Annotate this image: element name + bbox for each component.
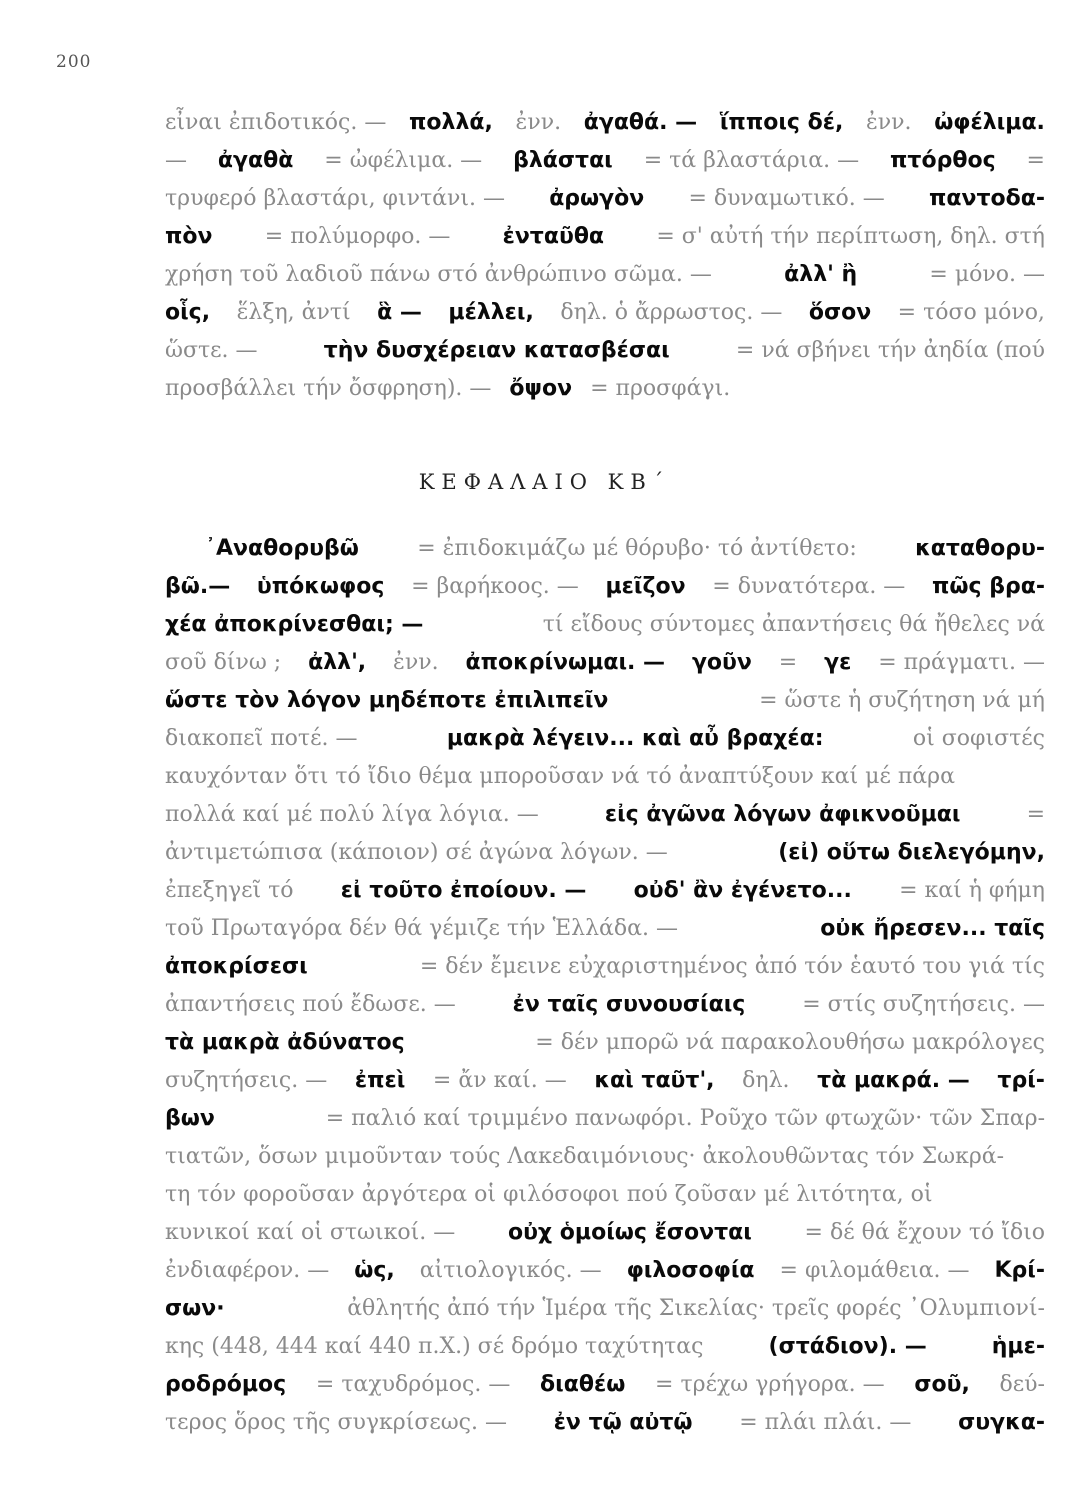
gloss-text: τοῦ Πρωταγόρα δέν θά γέμιζε τήν Ἑλλάδα. — [165, 916, 678, 941]
gloss-text: = δέν ἔμεινε εὐχαριστημένος ἀπό τόν ἑαυτό του γιά τίς [419, 954, 1045, 979]
headword: μεῖζον [605, 574, 686, 599]
headword: γοῦν [691, 650, 752, 675]
gloss-text: = τόσο μόνο, [897, 300, 1045, 325]
headword: ὥστε τὸν λόγον μηδέποτε ἐπιλιπεῖν [165, 688, 609, 713]
text-line [165, 1366, 1045, 1404]
gloss-text: ἀθλητής ἀπό τήν Ἱμέρα τῆς Σικελίας· τρεῖς φορές ᾿Ολυμπιονί- [347, 1296, 1045, 1321]
text-line [165, 1252, 1045, 1290]
gloss-text: ἐνν. [393, 650, 439, 675]
gloss-text: κης (448, 444 καί 440 π.Χ.) σέ δρόμο ταχύτητας [165, 1334, 704, 1359]
gloss-text: = νά σβήνει τήν ἀηδία (πού [735, 338, 1045, 363]
gloss-text: ἀπαντήσεις πού ἔδωσε. — [165, 992, 456, 1017]
text-line [165, 644, 1045, 682]
gloss-text: = δυνατότερα. — [712, 574, 906, 599]
text-line [165, 370, 1045, 408]
headword: (εἰ) οὕτω διελεγόμην, [778, 840, 1045, 865]
headword: βῶ.— [165, 574, 231, 599]
gloss-text: συζητήσεις. — [165, 1068, 328, 1093]
chapter-heading: ΚΕΦΑΛΑΙΟ ΚΒ΄ [418, 470, 671, 494]
text-line [165, 986, 1045, 1024]
headword: ροδρόμος [165, 1372, 287, 1397]
headword: φιλοσοφία [626, 1258, 755, 1283]
gloss-text: = βαρήκοος. — [411, 574, 579, 599]
headword: ἀγαθὰ [217, 148, 294, 173]
gloss-text: τρυφερό βλαστάρι, φιντάνι. — [165, 186, 505, 211]
gloss-text: κυνικοί καί οἱ στωικοί. — [165, 1220, 456, 1245]
headword: τὰ μακρά. — [817, 1068, 970, 1093]
headword: καταθορυ- [915, 536, 1045, 561]
headword: σων· [165, 1296, 225, 1321]
headword: ᾿Αναθορυβῶ [205, 536, 359, 561]
gloss-text: = πλάι πλάι. — [739, 1410, 912, 1435]
headword: ἃ — [377, 300, 422, 325]
text-line [165, 1290, 1045, 1328]
headword: πτόρθος [890, 148, 996, 173]
text-line [165, 758, 1045, 796]
text-line [165, 1024, 1045, 1062]
text-line [165, 1176, 1045, 1214]
headword: γε [824, 650, 852, 675]
text-line [165, 872, 1045, 910]
gloss-text: = παλιό καί τριμμένο πανωφόρι. Ροῦχο τῶν φτωχῶν· τῶν Σπαρ- [325, 1106, 1045, 1131]
headword: εἰ τοῦτο ἐποίουν. — [340, 878, 587, 903]
headword: βλάσται [513, 148, 613, 173]
text-line [165, 256, 1045, 294]
gloss-text: — [165, 148, 187, 173]
headword: συγκα- [958, 1410, 1045, 1435]
gloss-text: οἱ σοφιστές [912, 726, 1045, 751]
headword: βων [165, 1106, 215, 1131]
headword: ἀρωγὸν [549, 186, 645, 211]
gloss-text: ἐνδιαφέρον. — [165, 1258, 330, 1283]
headword: σοῦ, [914, 1372, 970, 1397]
headword: ἐπεὶ [354, 1068, 406, 1093]
headword: μακρὰ λέγειν... καὶ αὖ βραχέα: [446, 726, 824, 751]
page-number: 200 [56, 52, 92, 72]
headword: ἀλλ' ἢ [784, 262, 858, 287]
gloss-text: ἕλξη, ἀντί [236, 300, 351, 325]
headword: ὄψον [509, 376, 573, 401]
text-line [165, 1138, 1045, 1176]
gloss-text: ὥστε. — [165, 338, 258, 363]
text-line [165, 1100, 1045, 1138]
gloss-text: δεύ- [999, 1372, 1045, 1397]
headword: ὅσον [808, 300, 872, 325]
gloss-text: = μόνο. — [929, 262, 1045, 287]
gloss-text: προσβάλλει τήν ὄσφρηση). — [165, 376, 492, 401]
headword: παντοδα- [928, 186, 1045, 211]
gloss-text: = πολύμορφο. — [264, 224, 451, 249]
gloss-text: = πράγματι. — [878, 650, 1045, 675]
headword: τὴν δυσχέρειαν κατασβέσαι [323, 338, 670, 363]
gloss-text: = ἐπιδοκιμάζω μέ θόρυβο· τό ἀντίθετο: [417, 536, 857, 561]
headword: οὐδ' ἂν ἐγένετο... [633, 878, 852, 903]
gloss-text: σοῦ δίνω ; [165, 650, 282, 675]
text-line [165, 910, 1045, 948]
headword: πῶς βρα- [932, 574, 1045, 599]
gloss-text: = ὠφέλιμα. — [324, 148, 483, 173]
headword: ἀποκρίσεσι [165, 954, 308, 979]
gloss-text: = φιλομάθεια. — [779, 1258, 970, 1283]
text-line [165, 180, 1045, 218]
gloss-text: = ὥστε ἡ συζήτηση νά μή [759, 688, 1045, 713]
headword: ἀγαθά. — [583, 110, 698, 135]
gloss-text: χρήση τοῦ λαδιοῦ πάνω στό ἀνθρώπινο σῶμα. — [165, 262, 712, 287]
text-line [165, 294, 1045, 332]
gloss-text: ἐνν. [865, 110, 912, 135]
headword: οὐκ ἤρεσεν... ταῖς [820, 916, 1045, 941]
gloss-text: = τρέχω γρήγορα. — [655, 1372, 885, 1397]
gloss-text: τερος ὅρος τῆς συγκρίσεως. — [165, 1410, 507, 1435]
text-line [165, 948, 1045, 986]
headword: ἡμε- [991, 1334, 1045, 1359]
gloss-text: = δυναμωτικό. — [688, 186, 885, 211]
headword: ὡς, [354, 1258, 395, 1283]
headword: ἀλλ', [308, 650, 367, 675]
headword: πὸν [165, 224, 213, 249]
glossary-top-block [165, 104, 1045, 408]
glossary-main-block [165, 530, 1045, 1442]
gloss-text: = ταχυδρόμος. — [315, 1372, 511, 1397]
headword: καὶ ταῦτ', [594, 1068, 715, 1093]
gloss-text: = [1026, 802, 1045, 827]
gloss-text: = καί ἡ φήμη [899, 878, 1045, 903]
gloss-text: = [778, 650, 798, 675]
gloss-text: = δέν μπορῶ νά παρακολουθήσω μακρόλογες [535, 1030, 1045, 1055]
headword: τρί- [997, 1068, 1045, 1093]
gloss-text: τιατῶν, ὅσων μιμοῦνταν τούς Λακεδαιμόνιους· ἀκολουθῶντας τόν Σωκρά- [165, 1144, 1005, 1169]
headword: ὑπόκωφος [256, 574, 385, 599]
gloss-text: ἐπεξηγεῖ τό [165, 878, 294, 903]
gloss-text: = στίς συζητήσεις. — [802, 992, 1045, 1017]
gloss-text: εἶναι ἐπιδοτικός. — [165, 110, 387, 135]
text-line [165, 720, 1045, 758]
headword: (στάδιον). — [768, 1334, 927, 1359]
headword: ὠφέλιμα. [934, 110, 1045, 135]
gloss-text: τί εἴδους σύντομες ἀπαντήσεις θά ἤθελες νά [542, 612, 1045, 637]
gloss-text: ἀντιμετώπισα (κάποιον) σέ ἀγώνα λόγων. — [165, 840, 668, 865]
gloss-text: = σ' αὐτή τήν περίπτωση, δηλ. στή [656, 224, 1045, 249]
gloss-text: δηλ. [742, 1068, 790, 1093]
text-line [165, 796, 1045, 834]
headword: ἐν τῷ αὐτῷ [553, 1410, 693, 1435]
gloss-text: τη τόν φοροῦσαν ἀργότερα οἱ φιλόσοφοι πού ζοῦσαν μέ λιτότητα, οἱ [165, 1182, 933, 1207]
gloss-text: = [1026, 148, 1045, 173]
text-line [165, 834, 1045, 872]
text-line [165, 568, 1045, 606]
gloss-text: ἐνν. [515, 110, 562, 135]
gloss-text: = προσφάγι. [590, 376, 731, 401]
headword: εἰς ἀγῶνα λόγων ἀφικνοῦμαι [604, 802, 961, 827]
headword: οἷς, [165, 300, 211, 325]
text-line [165, 218, 1045, 256]
text-line [165, 1214, 1045, 1252]
headword: Κρί- [994, 1258, 1045, 1283]
gloss-text: πολλά καί μέ πολύ λίγα λόγια. — [165, 802, 539, 827]
gloss-text: = δέ θά ἔχουν τό ἴδιο [804, 1220, 1045, 1245]
text-line [165, 1328, 1045, 1366]
headword: ἐνταῦθα [502, 224, 605, 249]
text-line [165, 1062, 1045, 1100]
headword: ἀποκρίνωμαι. — [465, 650, 666, 675]
gloss-text: διακοπεῖ ποτέ. — [165, 726, 358, 751]
text-line [165, 606, 1045, 644]
text-line [165, 332, 1045, 370]
headword: ἵπποις δέ, [719, 110, 844, 135]
headword: πολλά, [409, 110, 493, 135]
gloss-text: δηλ. ὁ ἄρρωστος. — [560, 300, 783, 325]
gloss-text: = τά βλαστάρια. — [643, 148, 860, 173]
headword: τὰ μακρὰ ἀδύνατος [165, 1030, 405, 1055]
text-line [165, 682, 1045, 720]
headword: μέλλει, [448, 300, 534, 325]
gloss-text: καυχόνταν ὅτι τό ἴδιο θέμα μποροῦσαν νά τό ἀναπτύξουν καί μέ πάρα [165, 764, 955, 789]
headword: ἐν ταῖς συνουσίαις [512, 992, 746, 1017]
gloss-text: = ἄν καί. — [432, 1068, 567, 1093]
text-line [165, 104, 1045, 142]
headword: οὐχ ὁμοίως ἔσονται [507, 1220, 752, 1245]
text-line [165, 1404, 1045, 1442]
text-line [165, 530, 1045, 568]
headword: χέα ἀποκρίνεσθαι; — [165, 612, 424, 637]
text-line [165, 142, 1045, 180]
headword: διαθέω [540, 1372, 626, 1397]
gloss-text: αἰτιολογικός. — [419, 1258, 602, 1283]
